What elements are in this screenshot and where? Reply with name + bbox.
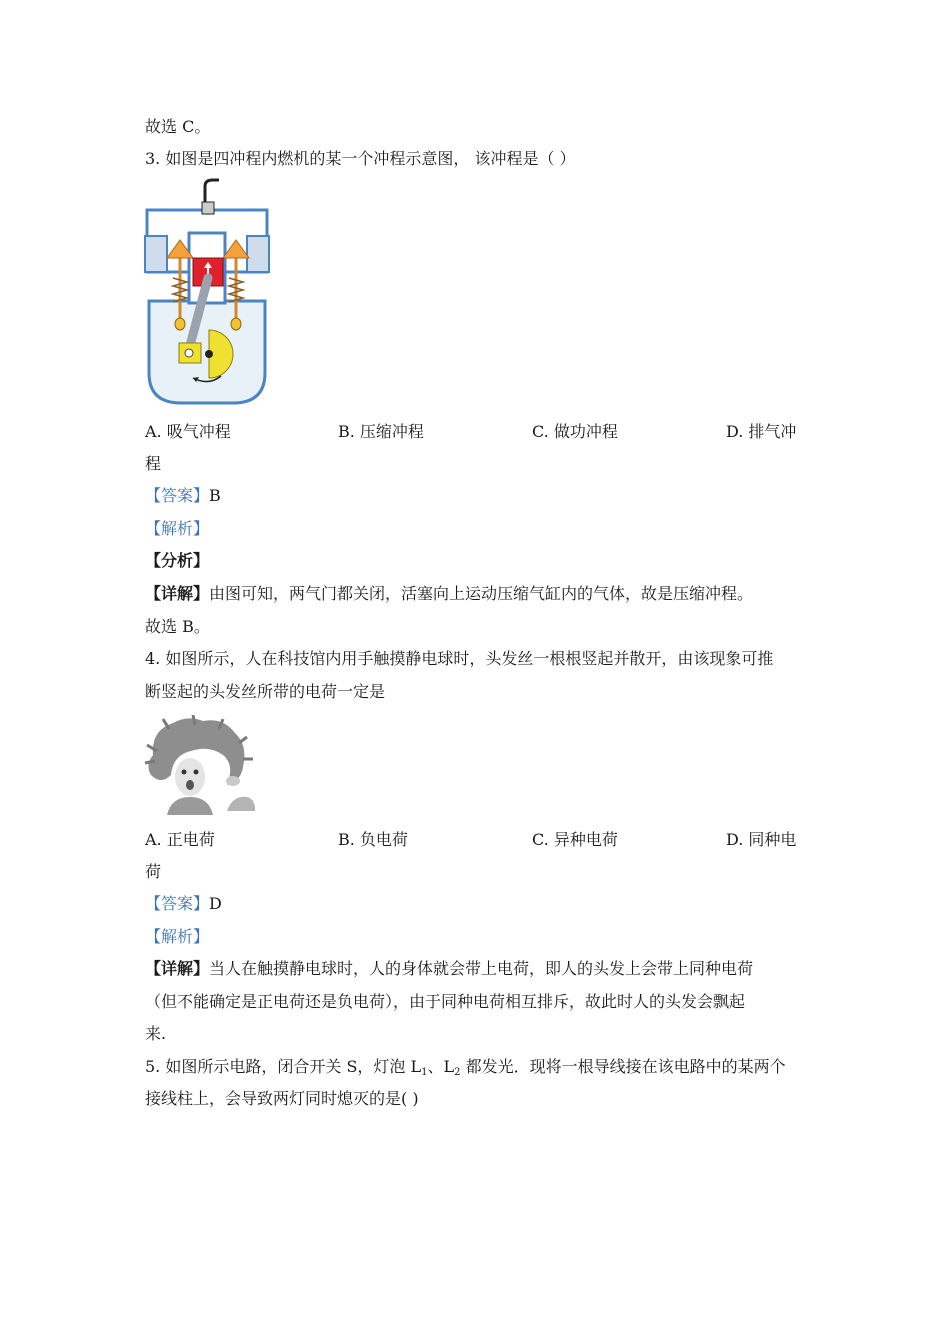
conclusion-b: 故选 B。 bbox=[145, 617, 210, 636]
q5-sub-2: 2 bbox=[454, 1067, 461, 1078]
answer-tag: 【答案】 bbox=[145, 894, 210, 913]
analysis-3: 【解析】 bbox=[145, 519, 210, 538]
q4-option-c: C. 异种电荷 bbox=[532, 830, 618, 849]
question-3-stem: 3. 如图是四冲程内燃机的某一个冲程示意图， 该冲程是（ ） bbox=[145, 149, 576, 168]
question-4-stem-line1: 4. 如图所示，人在科技馆内用手触摸静电球时，头发丝一根根竖起并散开，由该现象可推 bbox=[145, 649, 774, 668]
detail-4-line2: （但不能确定是正电荷还是负电荷），由于同种电荷相互排斥，故此时人的头发会飘起 bbox=[145, 992, 746, 1011]
q3-option-d: D. 排气冲 bbox=[726, 422, 797, 441]
q3-option-c: C. 做功冲程 bbox=[532, 422, 618, 441]
detail-text: 由图可知，两气门都关闭，活塞向上运动压缩气缸内的气体，故是压缩冲程。 bbox=[209, 584, 754, 603]
detail-4-line3: 来. bbox=[145, 1024, 167, 1043]
detail-tag: 【详解】 bbox=[145, 959, 210, 978]
q5-text-pre: 5. 如图所示电路，闭合开关 S，灯泡 L bbox=[145, 1057, 422, 1076]
fenxi-3: 【分析】 bbox=[145, 551, 210, 570]
q4-option-b: B. 负电荷 bbox=[338, 830, 408, 849]
answer-value: B bbox=[209, 486, 221, 505]
engine-diagram bbox=[143, 178, 273, 413]
q4-option-a: A. 正电荷 bbox=[145, 830, 215, 849]
q4-option-d-wrap: 荷 bbox=[145, 862, 162, 881]
question-5-stem-line1 bbox=[145, 1056, 786, 1084]
detail-4-line1 bbox=[145, 958, 753, 980]
q4-option-d: D. 同种电 bbox=[726, 830, 797, 849]
answer-4 bbox=[145, 893, 222, 915]
detail-tag: 【详解】 bbox=[145, 584, 210, 603]
q3-option-a: A. 吸气冲程 bbox=[145, 422, 231, 441]
answer-tag: 【答案】 bbox=[145, 486, 210, 505]
detail-3 bbox=[145, 583, 753, 605]
answer-value: D bbox=[209, 894, 222, 913]
question-5-stem-line2: 接线柱上，会导致两灯同时熄灭的是( ) bbox=[145, 1089, 419, 1108]
q5-text-mid: 、L bbox=[427, 1057, 455, 1076]
q3-option-d-wrap: 程 bbox=[145, 454, 162, 473]
q5-sub-1: 1 bbox=[421, 1067, 428, 1078]
answer-3 bbox=[145, 485, 221, 507]
analysis-4: 【解析】 bbox=[145, 927, 210, 946]
line-conclusion-c: 故选 C。 bbox=[145, 117, 211, 136]
q5-text-post: 都发光．现将一根导线接在该电路中的某两个 bbox=[460, 1057, 786, 1076]
q3-option-b: B. 压缩冲程 bbox=[338, 422, 424, 441]
question-4-stem-line2: 断竖起的头发丝所带的电荷一定是 bbox=[145, 682, 386, 701]
detail-text: 当人在触摸静电球时，人的身体就会带上电荷，即人的头发上会带上同种电荷 bbox=[209, 959, 754, 978]
static-hair-photo bbox=[143, 715, 258, 815]
